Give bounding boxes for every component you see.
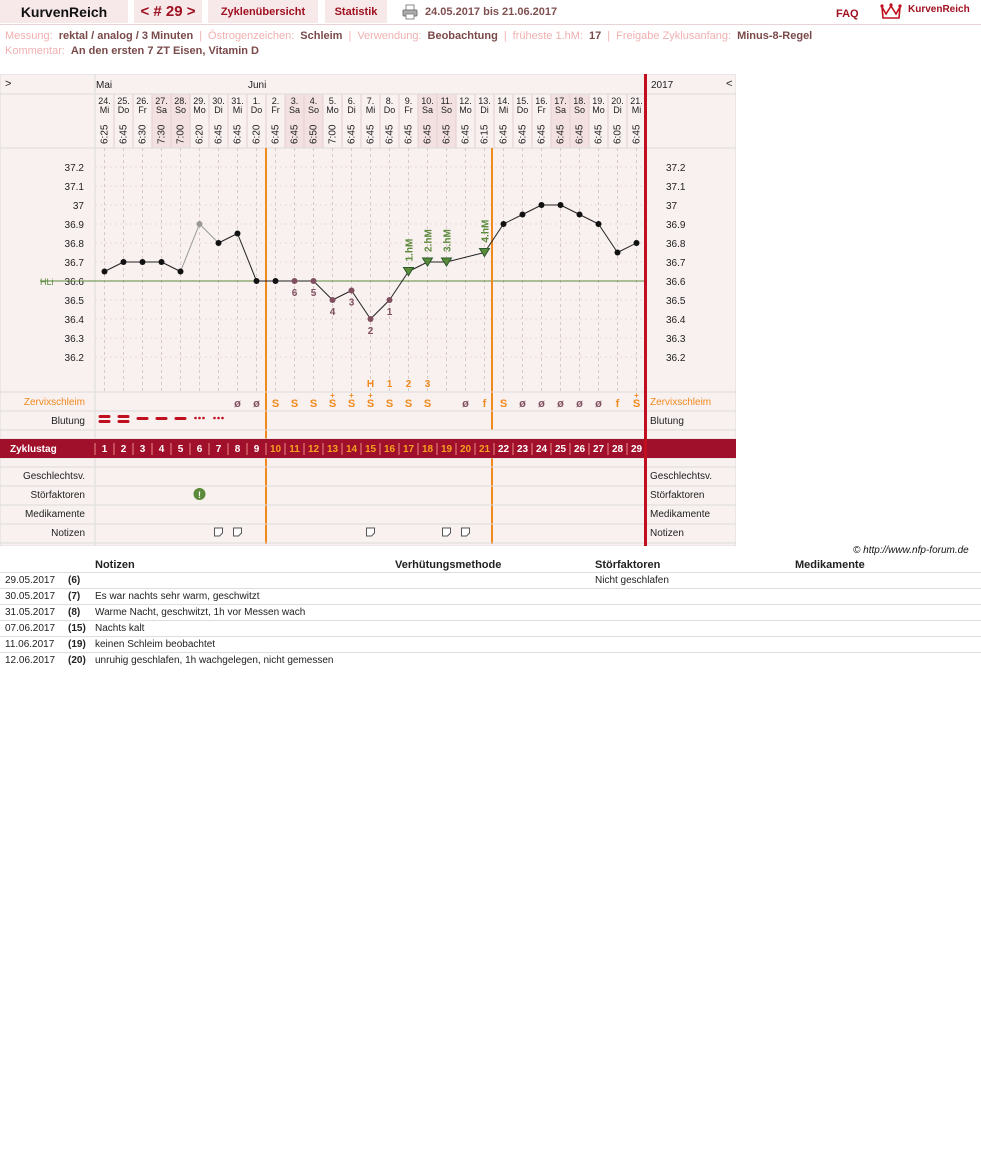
day-weekday: Fr [271, 105, 280, 115]
day-weekday: Mo [193, 105, 206, 115]
measure-time: 6:45 [574, 124, 586, 144]
y-tick-left: 36.6 [64, 277, 84, 288]
bleeding-label: Blutung [51, 416, 85, 427]
note-icon [234, 528, 242, 536]
day-weekday: So [440, 105, 453, 115]
note-day: (7) [68, 591, 81, 602]
note-icon [367, 528, 375, 536]
note-day: (15) [68, 623, 86, 634]
note-row [0, 572, 981, 588]
cycleday-number: 29 [630, 444, 643, 455]
crown-logo-icon [880, 2, 902, 25]
y-tick-left: 37.1 [64, 182, 84, 193]
cycleday-number: 4 [158, 444, 165, 455]
month-label: Juni [248, 80, 267, 91]
day-date: 10. [421, 96, 434, 106]
y-tick-right: 36.8 [666, 239, 686, 250]
measure-time: 6:45 [593, 124, 605, 144]
bleeding-light [194, 417, 197, 420]
bleeding-medium [137, 417, 149, 420]
cervix-value: ø [595, 398, 602, 410]
year-label: 2017 [651, 80, 674, 91]
measure-time: 6:45 [555, 124, 567, 144]
note-note: Warme Nacht, geschwitzt, 1h vor Messen wach [95, 607, 306, 618]
day-date: 31. [231, 96, 244, 106]
measure-time: 6:45 [498, 124, 510, 144]
bleeding-light [198, 417, 201, 420]
measure-time: 6:45 [403, 124, 415, 144]
cycleday-number: 27 [592, 444, 605, 455]
bleeding-label-right: Blutung [650, 416, 684, 427]
day-date: 3. [290, 96, 299, 106]
bleeding-heavy [99, 415, 111, 418]
peak-label: 3 [424, 379, 431, 390]
day-weekday: Do [516, 105, 529, 115]
temp-point [121, 259, 127, 265]
temp-point [596, 221, 602, 227]
y-tick-right: 36.5 [666, 296, 686, 307]
measurement-info: Messung: rektal / analog / 3 Minuten | Östrogenzeichen: Schleim | Verwendung: Beobachtung | früheste 1.hM: 17 | Freigabe Zyklusanfang: Minus-8-Regel [5, 30, 813, 42]
verwendung-value: Beobachtung [427, 30, 498, 42]
cycleday-number: 2 [120, 444, 127, 455]
day-weekday: So [307, 105, 320, 115]
measure-time: 7:00 [327, 124, 339, 144]
temp-point [558, 202, 564, 208]
measure-time: 6:45 [270, 124, 282, 144]
hm-label: 2.hM [423, 229, 435, 252]
day-date: 25. [117, 96, 130, 106]
logo[interactable]: KurvenReich [0, 0, 128, 23]
peak-label: H [366, 379, 375, 390]
temp-point [235, 231, 241, 237]
measure-time: 7:00 [175, 124, 187, 144]
notes-header-notizen: Notizen [95, 559, 135, 571]
hm-label: 3.hM [442, 229, 454, 252]
row-label-right: Notizen [650, 528, 684, 539]
note-day: (19) [68, 639, 86, 650]
cycleday-number: 16 [383, 444, 396, 455]
temp-point [197, 221, 203, 227]
measure-time: 6:45 [118, 124, 130, 144]
bleeding-light [221, 417, 224, 420]
cycleday-number: 28 [611, 444, 624, 455]
measure-time: 7:30 [156, 124, 168, 144]
cervix-value: ø [462, 398, 469, 410]
day-weekday: Di [480, 105, 489, 115]
temp-point [140, 259, 146, 265]
measure-time: 6:45 [384, 124, 396, 144]
note-note: unruhig geschlafen, 1h wachgelegen, nicht gemessen [95, 655, 334, 666]
y-tick-right: 37.2 [666, 163, 686, 174]
y-tick-right: 36.3 [666, 334, 686, 345]
temp-point [368, 316, 374, 322]
day-date: 6. [347, 96, 356, 106]
day-date: 11. [440, 96, 453, 106]
note-row [0, 588, 981, 604]
peak-label: 1 [386, 379, 393, 390]
kommentar-value: An den ersten 7 ZT Eisen, Vitamin D [70, 45, 259, 57]
low-count-label: 5 [310, 288, 317, 299]
day-weekday: Fr [404, 105, 413, 115]
cycleday-number: 1 [101, 444, 108, 455]
y-tick-left: 37 [72, 201, 84, 212]
row-label-right: Störfaktoren [650, 490, 705, 501]
note-date: 11.06.2017 [5, 639, 55, 650]
cycleday-number: 5 [177, 444, 184, 455]
measure-time: 6:45 [517, 124, 529, 144]
temp-point [254, 278, 260, 284]
temp-point [501, 221, 507, 227]
note-icon [215, 528, 223, 536]
measure-time: 6:05 [612, 124, 624, 144]
day-weekday: Mi [631, 105, 642, 115]
temp-point [615, 250, 621, 256]
measure-time: 6:15 [479, 124, 491, 144]
bleeding-medium [156, 417, 168, 420]
day-weekday: Do [117, 105, 130, 115]
cervix-value: ø [253, 398, 260, 410]
measure-time: 6:45 [346, 124, 358, 144]
day-date: 8. [385, 96, 394, 106]
comment-info [5, 45, 259, 57]
note-row [0, 636, 981, 652]
note-disturb: Nicht geschlafen [595, 575, 669, 586]
hli-label: HLi [40, 277, 54, 287]
temp-point [292, 278, 298, 284]
peak-label: 2 [405, 379, 412, 390]
day-weekday: Sa [421, 105, 434, 115]
tab-zyklenuebersicht[interactable]: Zyklenübersicht [208, 0, 318, 23]
cervix-value: S [499, 398, 508, 410]
cervix-value: ø [519, 398, 526, 410]
cycleday-number: 19 [440, 444, 453, 455]
day-weekday: Mi [498, 105, 509, 115]
bleeding-heavy [118, 415, 130, 418]
y-tick-left: 36.5 [64, 296, 84, 307]
day-date: 2. [271, 96, 280, 106]
day-date: 15. [516, 96, 529, 106]
note-note: keinen Schleim beobachtet [95, 639, 216, 650]
temp-point [311, 278, 317, 284]
temp-point [102, 269, 108, 275]
day-date: 19. [592, 96, 605, 106]
low-count-label: 2 [367, 326, 374, 337]
cycleday-number: 3 [139, 444, 146, 455]
cycleday-number: 17 [402, 444, 415, 455]
y-tick-left: 36.3 [64, 334, 84, 345]
nav-next-arrow: < [726, 78, 733, 90]
low-count-label: 6 [291, 288, 298, 299]
cervix-value: S [328, 398, 337, 410]
day-date: 27. [155, 96, 168, 106]
month-label: Mai [96, 80, 113, 91]
cycleday-number: 14 [345, 444, 358, 455]
row-label-right: Medikamente [650, 509, 711, 520]
hm-value: 17 [589, 30, 602, 42]
cycle-chart-svg [0, 74, 736, 546]
y-tick-left: 36.2 [64, 353, 84, 364]
day-weekday: Di [347, 105, 356, 115]
y-tick-left: 36.7 [64, 258, 84, 269]
notes-header-method: Verhütungsmethode [395, 559, 502, 571]
day-weekday: Mo [592, 105, 605, 115]
day-weekday: Fr [138, 105, 147, 115]
kommentar-label: Kommentar: [5, 45, 65, 57]
cervix-value: S [309, 398, 318, 410]
note-icon [462, 528, 470, 536]
hm-label: 1.hM [404, 238, 416, 262]
measure-time: 6:20 [194, 124, 206, 144]
measure-time: 6:50 [308, 124, 320, 144]
day-date: 7. [366, 96, 375, 106]
measure-time: 6:45 [289, 124, 301, 144]
day-weekday: So [174, 105, 187, 115]
row-label: Störfaktoren [30, 490, 85, 501]
day-date: 26. [136, 96, 149, 106]
cervix-value: ø [557, 398, 564, 410]
row-label: Geschlechtsv. [22, 471, 85, 482]
day-date: 20. [611, 96, 624, 106]
notes-header-disturb: Störfaktoren [595, 559, 661, 571]
notes-header-meds: Medikamente [795, 559, 865, 571]
hm-label: früheste 1.hM: [512, 30, 583, 42]
cycleday-number: 7 [215, 444, 222, 455]
cervix-value: S [404, 398, 413, 410]
temp-point [634, 240, 640, 246]
day-date: 16. [535, 96, 548, 106]
day-weekday: Sa [155, 105, 168, 115]
disturbance-icon-mark: ! [198, 490, 201, 500]
y-tick-right: 36.4 [666, 315, 686, 326]
temp-point [178, 269, 184, 275]
cervix-value: S [385, 398, 394, 410]
measure-time: 6:20 [251, 124, 263, 144]
freigabe-label: Freigabe Zyklusanfang: [616, 30, 732, 42]
cycleday-number: 12 [307, 444, 320, 455]
cervix-value: S [632, 398, 641, 410]
day-weekday: Fr [537, 105, 546, 115]
messung-value: rektal / analog / 3 Minuten [58, 30, 194, 42]
day-date: 14. [497, 96, 510, 106]
day-weekday: Mo [326, 105, 339, 115]
date-range: 24.05.2017 bis 21.06.2017 [425, 6, 558, 18]
day-weekday: Mi [99, 105, 110, 115]
hm-label: 4.hM [480, 219, 492, 243]
measure-time: 6:45 [365, 124, 377, 144]
day-date: 12. [459, 96, 472, 106]
day-weekday: Di [613, 105, 622, 115]
cycleday-number: 23 [516, 444, 529, 455]
cycleday-number: 10 [269, 444, 282, 455]
y-tick-left: 37.2 [64, 163, 84, 174]
day-weekday: Mo [459, 105, 472, 115]
cycleday-number: 8 [234, 444, 241, 455]
y-tick-right: 37.1 [666, 182, 686, 193]
cycleday-number: 15 [364, 444, 377, 455]
day-date: 30. [212, 96, 225, 106]
note-note: Es war nachts sehr warm, geschwitzt [95, 591, 260, 602]
measure-time: 6:45 [422, 124, 434, 144]
bleeding-light [202, 417, 205, 420]
cervix-value: ø [576, 398, 583, 410]
oestro-label: Östrogenzeichen: [208, 30, 295, 42]
cervix-value: S [290, 398, 299, 410]
measure-time: 6:45 [213, 124, 225, 144]
day-date: 29. [193, 96, 206, 106]
cervix-plus: + [634, 391, 639, 400]
cycleday-number: 26 [573, 444, 586, 455]
measure-time: 6:45 [536, 124, 548, 144]
day-date: 4. [309, 96, 318, 106]
nav-prev-arrow: > [5, 78, 12, 90]
cycleday-label: Zyklustag [10, 444, 57, 455]
temp-point [216, 240, 222, 246]
messung-label: Messung: [5, 30, 53, 42]
cycleday-number: 6 [196, 444, 203, 455]
cervix-value: ø [234, 398, 241, 410]
note-day: (8) [68, 607, 81, 618]
measure-time: 6:45 [232, 124, 244, 144]
note-row [0, 604, 981, 620]
temp-point [577, 212, 583, 218]
measure-time: 6:45 [631, 124, 643, 144]
note-day: (20) [68, 655, 86, 666]
day-date: 28. [174, 96, 187, 106]
cycle-chart [0, 74, 736, 546]
bleeding-heavy [118, 420, 130, 423]
measure-time: 6:25 [99, 124, 111, 144]
y-tick-left: 36.9 [64, 220, 84, 231]
low-count-label: 3 [348, 297, 355, 309]
cycleday-number: 20 [459, 444, 472, 455]
chart-end-bar [644, 74, 647, 546]
day-weekday: Mi [365, 105, 376, 115]
cycleday-number: 11 [289, 444, 300, 455]
note-note: Nachts kalt [95, 623, 145, 634]
brand-name[interactable]: KurvenReich [908, 4, 970, 15]
cervix-label-right: Zervixschleim [650, 397, 712, 408]
faq-link[interactable]: FAQ [836, 8, 859, 20]
temp-point [330, 297, 336, 303]
temp-point [539, 202, 545, 208]
cycleday-number: 9 [253, 444, 260, 455]
cycleday-number: 24 [535, 444, 548, 455]
cycleday-number: 18 [421, 444, 434, 455]
measure-time: 6:45 [460, 124, 472, 144]
day-date: 1. [252, 96, 261, 106]
day-date: 24. [98, 96, 111, 106]
cycleday-number: 22 [497, 444, 510, 455]
row-label-right: Geschlechtsv. [650, 471, 713, 482]
day-weekday: Sa [554, 105, 567, 115]
copyright: © http://www.nfp-forum.de [853, 545, 969, 556]
note-date: 29.05.2017 [5, 575, 56, 586]
temp-point [387, 297, 393, 303]
row-label: Medikamente [24, 509, 85, 520]
note-icon [443, 528, 451, 536]
cervix-plus: + [368, 391, 373, 400]
day-weekday: Di [214, 105, 223, 115]
cycleday-number: 21 [478, 444, 491, 455]
freigabe-value: Minus-8-Regel [737, 30, 813, 42]
row-label: Notizen [51, 528, 85, 539]
cervix-plus: + [349, 391, 354, 400]
measure-time: 6:30 [137, 124, 149, 144]
y-tick-left: 36.4 [64, 315, 84, 326]
cervix-value: S [423, 398, 432, 410]
low-count-label: 1 [386, 307, 393, 318]
bleeding-light [217, 417, 220, 420]
cycleday-number: 13 [326, 444, 339, 455]
cervix-plus: + [330, 391, 335, 400]
cervix-value: S [271, 398, 280, 410]
cervix-label: Zervixschleim [23, 397, 85, 408]
cervix-value: ø [538, 398, 545, 410]
cervix-value: S [366, 398, 375, 410]
cervix-value: S [347, 398, 356, 410]
y-tick-right: 36.9 [666, 220, 686, 231]
day-date: 13. [478, 96, 491, 106]
bleeding-light [213, 417, 216, 420]
day-date: 9. [404, 96, 413, 106]
day-date: 17. [554, 96, 567, 106]
note-day: (6) [68, 575, 81, 586]
day-weekday: Mi [232, 105, 243, 115]
temp-point [159, 259, 165, 265]
note-date: 12.06.2017 [5, 655, 56, 666]
oestro-value: Schleim [300, 30, 343, 42]
day-date: 5. [328, 96, 337, 106]
y-tick-right: 36.6 [666, 277, 686, 288]
note-date: 07.06.2017 [5, 623, 56, 634]
top-bar [0, 0, 981, 25]
y-tick-right: 36.7 [666, 258, 686, 269]
low-count-label: 4 [329, 307, 336, 318]
printer-icon[interactable] [402, 4, 418, 25]
y-tick-left: 36.8 [64, 239, 84, 250]
temp-point [520, 212, 526, 218]
temp-point [273, 278, 279, 284]
day-weekday: So [573, 105, 586, 115]
day-date: 18. [573, 96, 586, 106]
note-date: 30.05.2017 [5, 591, 56, 602]
cycleday-number: 25 [554, 444, 567, 455]
day-date: 21. [630, 96, 643, 106]
cervix-value: f [615, 398, 620, 410]
note-row [0, 652, 981, 668]
y-tick-right: 36.2 [666, 353, 686, 364]
measure-time: 6:45 [441, 124, 453, 144]
note-row [0, 620, 981, 636]
day-weekday: Sa [288, 105, 301, 115]
day-weekday: Do [383, 105, 396, 115]
temp-point [349, 288, 355, 294]
verwendung-label: Verwendung: [357, 30, 422, 42]
cycle-navigation[interactable]: < # 29 > [134, 0, 202, 23]
bleeding-heavy [99, 420, 111, 423]
day-weekday: Do [250, 105, 263, 115]
tab-statistik[interactable]: Statistik [325, 0, 387, 23]
cervix-value: f [482, 398, 487, 410]
note-date: 31.05.2017 [5, 607, 56, 618]
bleeding-medium [175, 417, 187, 420]
y-tick-right: 37 [666, 201, 678, 212]
